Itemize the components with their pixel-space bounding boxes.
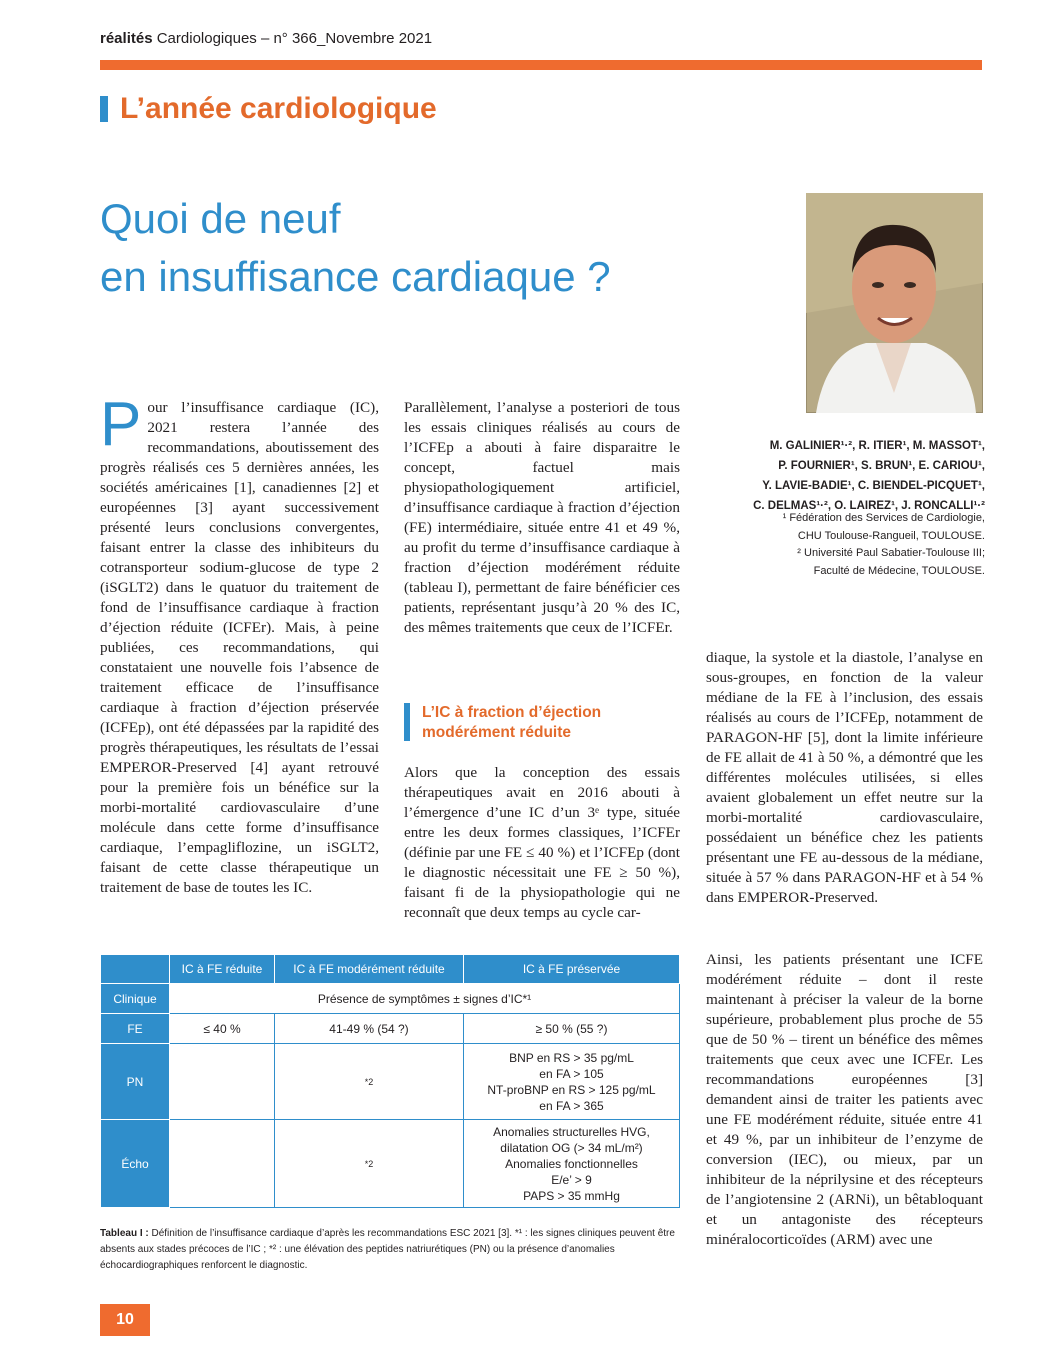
cell-line: en FA > 105 [539,1066,604,1081]
author-line: Y. LAVIE-BADIE¹, C. BIENDEL-PICQUET¹, [762,480,985,492]
cell-line: PAPS > 35 mmHg [523,1188,620,1203]
section-label: L’année cardiologique [120,92,437,125]
table-row [101,1120,680,1208]
caption-label: Tableau I : [100,1228,149,1239]
cell-line: en FA > 365 [539,1098,604,1113]
body-column-3 [706,648,983,908]
author-photo [806,193,983,413]
table-cell: Présence de symptômes ± signes d’IC*¹ [170,984,680,1014]
subsection-line-2: modérément réduite [422,724,572,741]
table-corner [101,955,170,984]
affiliation-line: Faculté de Médecine, TOULOUSE. [813,564,985,577]
row-label: Écho [101,1120,170,1208]
cell-line: Anomalies fonctionnelles [505,1156,638,1171]
table-cell [170,1120,275,1208]
table-cell [464,1044,680,1120]
table-row [101,1044,680,1120]
paragraph: our l’insuffisance cardiaque (IC), 2021 restera l’année des recommandations, aboutissement des progrès réalisés ces 5 dernières années, les sociétés américaines [1], canadiennes [2] et européennes [3] ayant successivement présenté leurs conclusions convergentes, faisant entrer la classe des inhibiteurs du cotransporteur sodium-glucose de type 2 (iSGLT2) dans le quatuor du traitement de fond de l’insuffisance cardiaque à fraction d’éjection réduite (ICFEr). Mais, à peine publiées, ces recommandations, qui constataient une nouvelle fois l’absence de traitement efficace de l’insuffisance cardiaque à fraction d’éjection préservée (ICFEp), ont été dépassées par la rapidité des progrès thérapeutiques, les résultats de l’essai EMPEROR-Preserved [4] ayant retrouvé pour la première fois un bénéfice sur la morbi-mortalité cardiovasculaire d’une molécule dans cette forme d’insuffisance cardiaque, l’empagliflozine, un iSGLT2, faisant de cette classe thérapeutique un traitement de base de toutes les IC. [100,399,379,896]
table-row [101,1014,680,1044]
row-label: FE [101,1014,170,1044]
author-line: M. GALINIER¹·², R. ITIER¹, M. MASSOT¹, [769,440,985,452]
table-cell: ≥ 50 % (55 ?) [464,1014,680,1044]
title-line-1: Quoi de neuf [100,195,341,242]
author-line: C. DELMAS¹·², O. LAIREZ¹, J. RONCALLI¹·² [753,500,985,512]
cell-line: dilatation OG (> 34 mL/m²) [500,1140,643,1155]
table-cell [464,1120,680,1208]
subsection-line-1: L’IC à fraction d’éjection [422,704,602,721]
running-header [100,30,432,47]
table-row [101,984,680,1014]
table-header: IC à FE réduite [170,955,275,984]
cell-line: Anomalies structurelles HVG, [493,1124,650,1139]
body-column-1 [100,390,379,898]
table-header-row [101,955,680,984]
subsection-marker [404,703,410,741]
section-marker [100,96,108,122]
body-column-2 [404,398,680,638]
table-cell: 41-49 % (54 ?) [275,1014,464,1044]
affiliations [690,510,985,580]
paragraph: Parallèlement, l’analyse a posteriori de tous les essais cliniques réalisés au cours de l’ICFEp a abouti à faire disparaitre le concept, factuel mais physiopathologiquement artificiel, d’insuffisance cardiaque à fraction d’éjection (FE) intermédiaire, située entre 41 et 49 %, au profit du terme d’insuffisance cardiaque à fraction d’éjection modérément réduite (tableau I), permettant de faire bénéficier ces patients, représentant jusqu’à 20 % des IC, des mêmes traitements que ceux de l’ICFEr. [404,399,680,636]
table-caption [100,1226,680,1274]
table-cell: ≤ 40 % [170,1014,275,1044]
row-label: PN [101,1044,170,1120]
paragraph: Ainsi, les patients présentant une ICFE modérément réduite – dont il reste maintenant à préciser la valeur de la borne supérieure, probablement plus proche de 55 que de 50 % – tirent un bénéfice des mêmes traitements que ceux avec une ICFEr. Les recommandations européennes [3] demandent ainsi de traiter les patients avec une FE modérément réduite, située entre 41 et 49 %, par un inhibiteur de l’enzyme de conversion (IEC), ou mieux, par un inhibiteur de la néprilysine et des récepteurs de l’angiotensine 2 (ARNi), un bêtabloquant et un antagoniste des récepteurs minéralocorticoïdes (ARM) avec une [706,951,983,1248]
article-title [100,190,611,306]
cell-line: BNP en RS > 35 pg/mL [509,1050,634,1065]
affiliation-line: CHU Toulouse-Rangueil, TOULOUSE. [797,529,985,542]
table-header: IC à FE modérément réduite [275,955,464,984]
drop-cap: P [100,390,142,459]
paragraph: Alors que la conception des essais thérapeutiques avait en 2016 abouti à l’émergence d’une IC d’un 3ᵉ type, située entre les deux formes classiques, l’ICFEr (définie par une FE ≤ 40 %) et l’ICFEp (dont le diagnostic nécessitait une FE ≥ 50 %), faisant fi de la physiopathologie qui ne reconnaît que deux temps au cycle car- [404,764,680,921]
table-cell: *2 [275,1044,464,1120]
paragraph: diaque, la systole et la diastole, l’analyse en sous-groupes, en fonction de la valeur médiane de la FE à l’inclusion, des essais réalisés au cours de l’ICFEp, notamment de PARAGON-HF [5], dont la limite inférieure de FE allait de 41 à 50 %, a démontré que les différentes molécules utilisées, si elles avaient globalement un effet neutre sur la morbi-mortalité cardiovasculaire, possédaient un bénéfice chez les patients présentant une FE au-dessous de la médiane, située à 57 % dans PARAGON-HF et à 54 % dans EMPEROR-Preserved. [706,649,983,906]
body-column-2-cont [404,763,680,923]
cell-line: E/e’ > 9 [551,1172,592,1187]
section-heading [100,92,437,126]
body-column-3-cont [706,950,983,1250]
journal-issue: Cardiologiques – n° 366_Novembre 2021 [156,30,433,47]
definition-table [100,954,680,1208]
row-label: Clinique [101,984,170,1014]
affiliation-line: ¹ Fédération des Services de Cardiologie, [782,512,985,524]
cell-line: NT-proBNP en RS > 125 pg/mL [487,1082,656,1097]
table-cell: *2 [275,1120,464,1208]
journal-brand: réalités [100,30,153,47]
subsection-heading [404,703,601,743]
caption-text: Définition de l’insuffisance cardiaque d’après les recommandations ESC 2021 [3]. *¹ : les signes cliniques peuvent être absents aux stades précoces de l’IC ; *² : une élévation des peptides natriurétiques (PN) ou la présence d’anomalies échocardiographiques renforcent le diagnostic. [100,1228,675,1271]
header-rule [100,60,982,70]
table-header: IC à FE préservée [464,955,680,984]
author-line: P. FOURNIER¹, S. BRUN¹, E. CARIOU¹, [778,460,985,472]
page-number: 10 [100,1304,150,1336]
title-line-2: en insuffisance cardiaque ? [100,253,611,300]
author-list [690,436,985,516]
table-cell [170,1044,275,1120]
affiliation-line: ² Université Paul Sabatier-Toulouse III; [797,547,985,559]
